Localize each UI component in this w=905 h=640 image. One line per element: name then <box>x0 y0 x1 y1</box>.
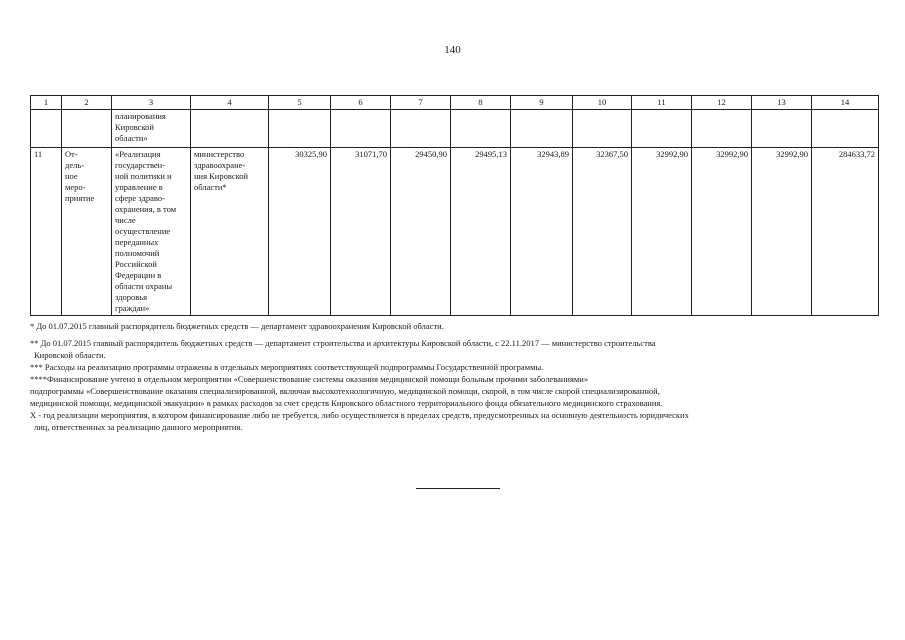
footnote-5: X - год реализации мероприятия, в котором финансирование либо не требуется, либо осуществляется в пределах средств, предусмотренных на основную деятельность юридических <box>30 410 689 420</box>
footnotes <box>30 320 880 433</box>
column-header: 5 <box>269 96 331 110</box>
footnote-1: * До 01.07.2015 главный распорядитель бюджетных средств — департамент здравоохранения Кировской области. <box>30 321 444 331</box>
page-number: 140 <box>444 44 461 56</box>
column-header: 7 <box>391 96 451 110</box>
table-cell-number: 11 <box>31 148 62 316</box>
column-header: 8 <box>451 96 511 110</box>
column-header: 14 <box>812 96 879 110</box>
table-cell-value: 32992,90 <box>692 148 752 316</box>
footnote-4-continued: медицинской помощи, медицинской эвакуации» в рамках расходов за счет средств Кировского областного территориального фонда обязательного медицинского страхования. <box>30 398 663 408</box>
table-cell-name: «Реализация государствен- ной политики и управление в сфере здраво- охранения, в том числе осуществление переданных полномочий Российской Федерации в области охраны здоровья граждан» <box>112 148 191 316</box>
budget-table <box>30 95 879 316</box>
footnote-5-continued: лиц, ответственных за реализацию данного мероприятия. <box>34 422 243 432</box>
column-header: 10 <box>573 96 632 110</box>
column-header: 3 <box>112 96 191 110</box>
footnote-4: ****Финансирование учтено в отдельном мероприятии «Совершенствование системы оказания медицинской помощи больным прочими заболеваниями» <box>30 374 589 384</box>
table-cell-value: 29495,13 <box>451 148 511 316</box>
footnote-4-continued: подпрограммы «Совершенствование оказания специализированной, включая высокотехнологичную, медицинской помощи, скорой, в том числе скорой специализированной, <box>30 386 660 396</box>
table-cell-executor: министерство здравоохране- ния Кировской области* <box>191 148 269 316</box>
table-cell-name-continuation: планирования Кировской области» <box>112 110 191 148</box>
column-header: 12 <box>692 96 752 110</box>
footnote-2: ** До 01.07.2015 главный распорядитель бюджетных средств — департамент строительства и архитектуры Кировской области, с 22.11.2017 — министерство строительства <box>30 338 656 348</box>
footnote-3: *** Расходы на реализацию программы отражены в отдельных мероприятиях соответствующей подпрограммы Государственной программы. <box>30 362 544 372</box>
table-cell-value: 30325,90 <box>269 148 331 316</box>
table-header-row <box>31 96 879 110</box>
table-cell-value: 32992,90 <box>632 148 692 316</box>
table-cell-value: 29450,90 <box>391 148 451 316</box>
table-cell-value: 31071,70 <box>331 148 391 316</box>
footnote-2-continued: Кировской области. <box>34 350 106 360</box>
column-header: 9 <box>511 96 573 110</box>
table-cell-total: 284633,72 <box>812 148 879 316</box>
column-header: 11 <box>632 96 692 110</box>
table-row <box>31 148 879 316</box>
table-row-continuation <box>31 110 879 148</box>
closing-rule <box>416 488 500 489</box>
table-cell-value: 32943,89 <box>511 148 573 316</box>
column-header: 1 <box>31 96 62 110</box>
column-header: 6 <box>331 96 391 110</box>
column-header: 4 <box>191 96 269 110</box>
table-cell-type: От- дель- ное меро- приятие <box>62 148 112 316</box>
column-header: 2 <box>62 96 112 110</box>
table-cell-value: 32367,50 <box>573 148 632 316</box>
column-header: 13 <box>752 96 812 110</box>
table-cell-value: 32992,90 <box>752 148 812 316</box>
